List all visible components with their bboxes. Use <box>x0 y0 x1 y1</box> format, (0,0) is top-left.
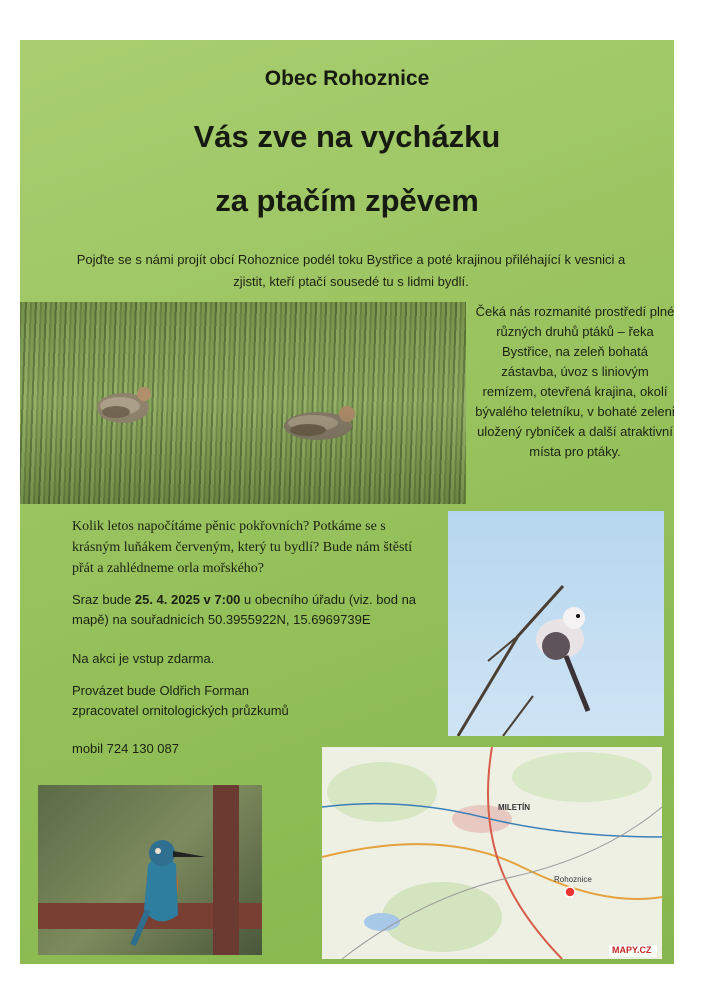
meeting-suffix: u obecního úřadu (viz. bod na mapě) na souřadnicích 50.3955922N, 15.6969739E <box>72 592 417 627</box>
guide-info <box>72 681 442 721</box>
meeting-prefix: Sraz bude <box>72 592 135 607</box>
map-label-village: Rohoznice <box>554 875 592 884</box>
location-map <box>322 747 662 959</box>
headline-line-2: za ptačím zpěvem <box>215 183 479 218</box>
event-headline <box>20 116 674 244</box>
habitat-description: Čeká nás rozmanité prostředí plné různých druhů ptáků – řeka Bystřice, na zeleň bohatá zástavba, úvoz s liniovým remízem, otevřená krajina, okolí bývalého teletníku, v bohaté zeleni uložený rybníček a další atraktivní místa pro ptáky. <box>475 304 675 459</box>
meeting-point-marker <box>565 887 575 897</box>
question-paragraph: Kolik letos napočítáme pěnic pokřovních? Potkáme se s krásným luňákem červeným, který tu bydlí? Bude nám štěstí přát a zahlédneme orla mořského? <box>72 519 413 576</box>
meeting-date-time: 25. 4. 2025 v 7:00 <box>134 592 241 607</box>
map-illustration <box>322 747 662 959</box>
contact-phone: mobil 724 130 087 <box>72 741 179 756</box>
map-logo: MAPY.CZ <box>612 945 652 955</box>
tit-illustration <box>448 511 664 736</box>
poster <box>20 40 674 964</box>
municipality-title: Obec Rohoznice <box>264 67 430 90</box>
free-entry: Na akci je vstup zdarma. <box>72 651 215 666</box>
headline-line-1: Vás zve na vycházku <box>193 119 501 154</box>
intro-paragraph: Pojďte se s námi projít obcí Rohoznice podél toku Bystřice a poté krajinou přiléhající k vesnici a zjistit, kteří ptačí sousedé tu s lidmi bydlí. <box>76 252 626 289</box>
map-label-town: MILETÍN <box>498 803 530 812</box>
long-tailed-tit-photo <box>448 511 664 736</box>
partridges-illustration <box>20 302 466 504</box>
guide-name: Provázet bude Oldřich Forman <box>72 683 250 698</box>
kingfisher-illustration <box>38 785 262 955</box>
kingfisher-photo <box>38 785 262 955</box>
meeting-info <box>72 590 442 630</box>
guide-role: zpracovatel ornitologických průzkumů <box>72 703 289 718</box>
partridges-photo <box>20 302 466 504</box>
